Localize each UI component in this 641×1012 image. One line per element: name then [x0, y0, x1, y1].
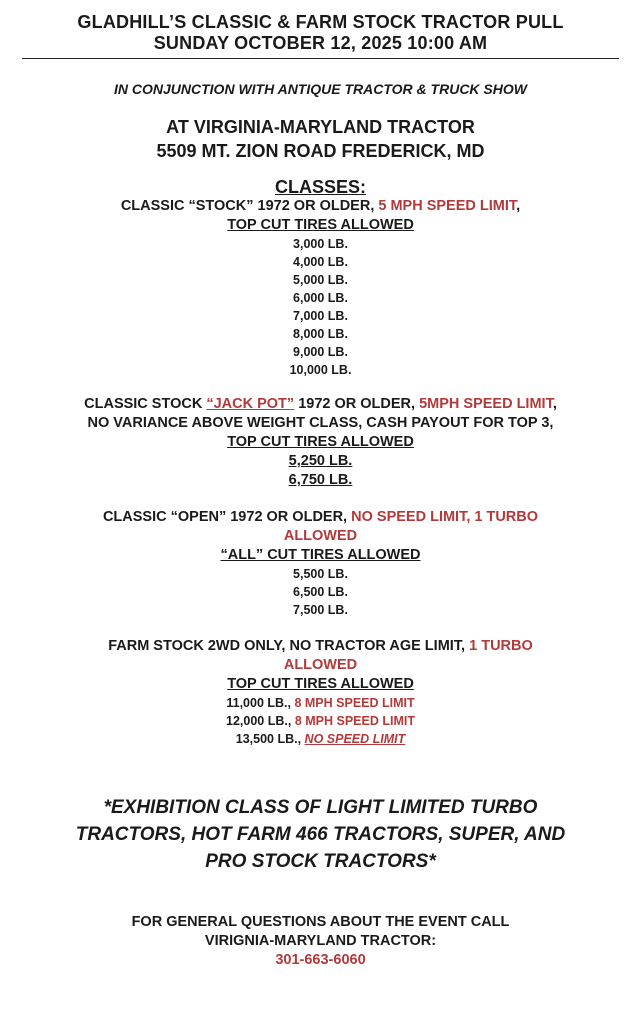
class4-speed-limit: 8 MPH SPEED LIMIT — [294, 696, 415, 710]
title-line-2: SUNDAY OCTOBER 12, 2025 10:00 AM — [153, 33, 488, 53]
class2-weight: 6,750 LB. — [288, 472, 353, 488]
class2-comma: , — [552, 396, 557, 412]
flyer-page — [0, 12, 641, 1012]
class4-row — [0, 712, 641, 730]
location-line-1: AT VIRGINIA-MARYLAND TRACTOR — [166, 117, 475, 137]
class3-weight: 6,500 LB. — [293, 585, 348, 599]
class3-desc-text: CLASSIC “OPEN” 1972 OR OLDER, — [102, 509, 352, 525]
class4-weight: 11,000 LB., — [226, 696, 295, 710]
class1-weight: 6,000 LB. — [293, 291, 348, 305]
location-block — [0, 115, 641, 163]
class2-variance: NO VARIANCE ABOVE WEIGHT CLASS, CASH PAYOUT FOR TOP 3, — [87, 415, 554, 431]
class4-weight: 13,500 LB., — [235, 732, 305, 746]
class1-weight: 7,000 LB. — [293, 309, 348, 323]
class2-jackpot: “JACK POT” — [206, 396, 295, 412]
exhibition-note — [0, 794, 641, 875]
class-classic-stock — [0, 197, 641, 379]
exhibition-line-1: *EXHIBITION CLASS OF LIGHT LIMITED TURBO — [103, 797, 538, 818]
class1-speed-limit: 5 MPH SPEED LIMIT — [378, 198, 517, 214]
contact-footer — [0, 913, 641, 970]
class4-allowed: ALLOWED — [283, 657, 358, 673]
class3-weight: 5,500 LB. — [293, 567, 348, 581]
class3-description — [0, 508, 641, 527]
class2-speed-limit: 5MPH SPEED LIMIT — [419, 396, 553, 412]
class2-description — [0, 395, 641, 414]
class4-row — [0, 694, 641, 712]
class1-weight: 9,000 LB. — [293, 345, 348, 359]
exhibition-line-3: PRO STOCK TRACTORS* — [205, 851, 436, 872]
class1-weight: 3,000 LB. — [293, 237, 348, 251]
footer-phone[interactable]: 301-663-6060 — [275, 952, 366, 968]
class1-weight: 5,000 LB. — [293, 273, 348, 287]
footer-line-2: VIRIGNIA-MARYLAND TRACTOR: — [204, 933, 437, 949]
class4-speed-limit: NO SPEED LIMIT — [304, 732, 406, 746]
class2-tires: TOP CUT TIRES ALLOWED — [227, 434, 414, 450]
class1-tires: TOP CUT TIRES ALLOWED — [227, 217, 414, 233]
class4-speed-limit: 8 MPH SPEED LIMIT — [294, 714, 415, 728]
class4-weight: 12,000 LB., — [226, 714, 295, 728]
class4-turbo: 1 TURBO — [469, 638, 533, 654]
class3-tires: “ALL” CUT TIRES ALLOWED — [220, 547, 421, 563]
classes-heading: CLASSES: — [274, 177, 366, 197]
class2-weight: 5,250 LB. — [288, 453, 353, 469]
class4-row — [0, 730, 641, 748]
title-line-1: GLADHILL’S CLASSIC & FARM STOCK TRACTOR PULL — [77, 12, 564, 32]
conjunction-note: IN CONJUNCTION WITH ANTIQUE TRACTOR & TRUCK SHOW — [114, 81, 527, 97]
class2-prefix: CLASSIC STOCK — [84, 396, 207, 412]
class3-allowed: ALLOWED — [283, 528, 358, 544]
class1-weight: 4,000 LB. — [293, 255, 348, 269]
exhibition-line-2: TRACTORS, HOT FARM 466 TRACTORS, SUPER, AND — [75, 824, 566, 845]
title-divider — [22, 58, 619, 59]
class-classic-open — [0, 508, 641, 619]
class1-description — [0, 197, 641, 216]
class-farm-stock — [0, 637, 641, 748]
class3-speed-turbo: NO SPEED LIMIT, 1 TURBO — [351, 509, 539, 525]
class4-description — [0, 637, 641, 656]
class-jackpot — [0, 395, 641, 490]
footer-line-1: FOR GENERAL QUESTIONS ABOUT THE EVENT CALL — [131, 914, 510, 930]
class2-mid: 1972 OR OLDER, — [294, 396, 420, 412]
class4-desc-text: FARM STOCK 2WD ONLY, NO TRACTOR AGE LIMIT, — [108, 638, 470, 654]
event-title — [0, 12, 641, 54]
class4-tires: TOP CUT TIRES ALLOWED — [227, 676, 414, 692]
class1-comma: , — [516, 198, 521, 214]
class1-desc-text: CLASSIC “STOCK” 1972 OR OLDER, — [120, 198, 379, 214]
location-line-2: 5509 MT. ZION ROAD FREDERICK, MD — [156, 141, 485, 161]
class1-weight: 10,000 LB. — [289, 363, 352, 377]
class3-weight: 7,500 LB. — [293, 603, 348, 617]
class1-weight: 8,000 LB. — [293, 327, 348, 341]
